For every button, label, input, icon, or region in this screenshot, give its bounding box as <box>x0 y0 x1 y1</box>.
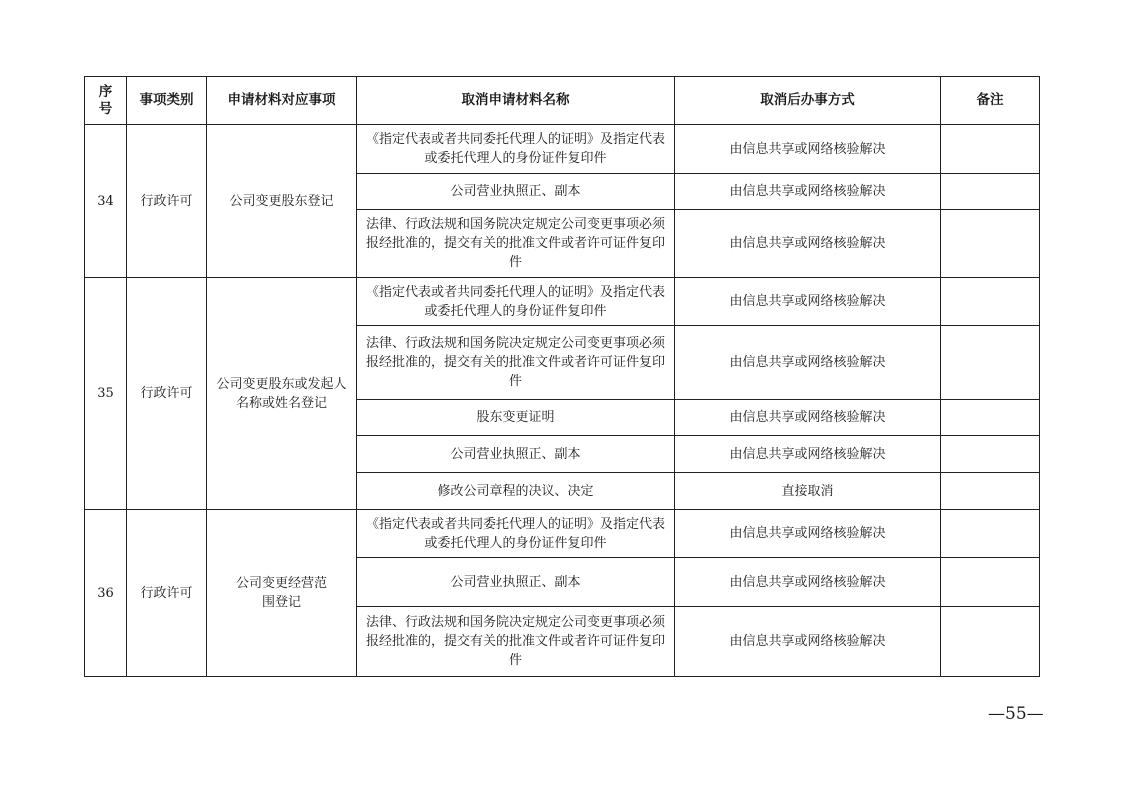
remark-cell <box>941 400 1040 436</box>
header-remark: 备注 <box>941 77 1040 125</box>
group-category: 行政许可 <box>127 125 207 278</box>
table-row <box>85 278 1040 326</box>
method-cell: 由信息共享或网络核验解决 <box>675 326 941 400</box>
material-cell: 法律、行政法规和国务院决定规定公司变更事项必须报经批准的，提交有关的批准文件或者许可证件复印件 <box>357 210 675 278</box>
method-cell: 直接取消 <box>675 473 941 510</box>
method-cell: 由信息共享或网络核验解决 <box>675 210 941 278</box>
group-matter: 公司变更经营范围登记 <box>207 510 357 677</box>
method-cell: 由信息共享或网络核验解决 <box>675 558 941 607</box>
method-cell: 由信息共享或网络核验解决 <box>675 436 941 473</box>
table-row <box>85 510 1040 558</box>
material-cell: 公司营业执照正、副本 <box>357 436 675 473</box>
group-seq: 35 <box>85 278 127 510</box>
method-cell: 由信息共享或网络核验解决 <box>675 278 941 326</box>
materials-table <box>84 76 1040 677</box>
method-cell: 由信息共享或网络核验解决 <box>675 174 941 210</box>
method-cell: 由信息共享或网络核验解决 <box>675 400 941 436</box>
remark-cell <box>941 558 1040 607</box>
material-cell: 公司营业执照正、副本 <box>357 558 675 607</box>
material-cell: 股东变更证明 <box>357 400 675 436</box>
material-cell: 法律、行政法规和国务院决定规定公司变更事项必须报经批准的，提交有关的批准文件或者许可证件复印件 <box>357 607 675 677</box>
remark-cell <box>941 473 1040 510</box>
remark-cell <box>941 174 1040 210</box>
method-cell: 由信息共享或网络核验解决 <box>675 125 941 174</box>
header-method: 取消后办事方式 <box>675 77 941 125</box>
header-matter: 申请材料对应事项 <box>207 77 357 125</box>
group-category: 行政许可 <box>127 278 207 510</box>
group-matter: 公司变更股东或发起人名称或姓名登记 <box>207 278 357 510</box>
header-row <box>85 77 1040 125</box>
material-cell: 公司营业执照正、副本 <box>357 174 675 210</box>
material-cell: 修改公司章程的决议、决定 <box>357 473 675 510</box>
material-cell: 《指定代表或者共同委托代理人的证明》及指定代表或委托代理人的身份证件复印件 <box>357 510 675 558</box>
remark-cell <box>941 607 1040 677</box>
remark-cell <box>941 510 1040 558</box>
header-material: 取消申请材料名称 <box>357 77 675 125</box>
table-row <box>85 125 1040 174</box>
page-number: —55— <box>988 704 1044 724</box>
material-cell: 法律、行政法规和国务院决定规定公司变更事项必须报经批准的，提交有关的批准文件或者许可证件复印件 <box>357 326 675 400</box>
group-seq: 34 <box>85 125 127 278</box>
remark-cell <box>941 125 1040 174</box>
material-cell: 《指定代表或者共同委托代理人的证明》及指定代表或委托代理人的身份证件复印件 <box>357 278 675 326</box>
remark-cell <box>941 278 1040 326</box>
header-seq: 序号 <box>85 77 127 125</box>
method-cell: 由信息共享或网络核验解决 <box>675 510 941 558</box>
header-category: 事项类别 <box>127 77 207 125</box>
remark-cell <box>941 326 1040 400</box>
group-category: 行政许可 <box>127 510 207 677</box>
remark-cell <box>941 210 1040 278</box>
method-cell: 由信息共享或网络核验解决 <box>675 607 941 677</box>
group-matter: 公司变更股东登记 <box>207 125 357 278</box>
material-cell: 《指定代表或者共同委托代理人的证明》及指定代表或委托代理人的身份证件复印件 <box>357 125 675 174</box>
group-seq: 36 <box>85 510 127 677</box>
remark-cell <box>941 436 1040 473</box>
